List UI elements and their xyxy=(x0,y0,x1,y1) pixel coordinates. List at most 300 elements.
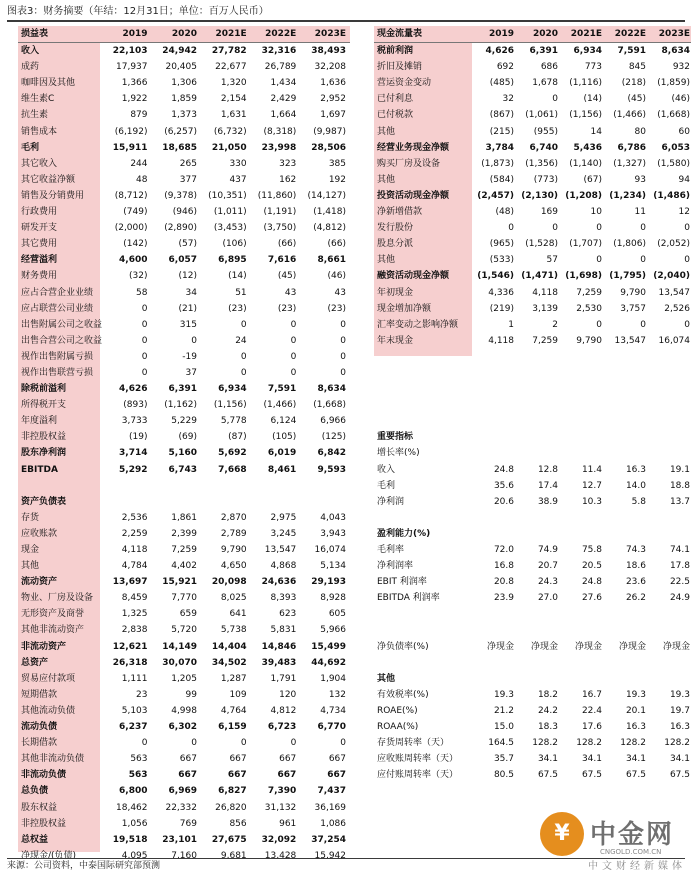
row-value xyxy=(648,397,691,413)
row-value: 3,943 xyxy=(320,528,346,539)
row-value xyxy=(648,622,691,638)
row-value: 20.8 xyxy=(493,577,514,588)
row-label: 出售合营公司之收益 xyxy=(21,335,103,346)
row-value: 1,373 xyxy=(171,110,197,121)
watermark-logo xyxy=(540,812,690,870)
row-label: 其他流动负债 xyxy=(21,705,76,716)
row-value: 437 xyxy=(229,174,247,185)
row-label: 资产负债表 xyxy=(21,496,67,507)
row-value: 3,733 xyxy=(121,416,148,427)
row-value xyxy=(201,478,251,494)
row-label: 流动资产 xyxy=(21,577,58,588)
row-value: 28,506 xyxy=(311,142,346,153)
row-label xyxy=(374,606,472,622)
cashflow-ratios-rows xyxy=(374,43,691,784)
row-value: 26,820 xyxy=(215,802,247,813)
row-value: (46) xyxy=(327,271,346,282)
table-row xyxy=(18,478,350,494)
row-value: 60 xyxy=(678,126,690,137)
table-row xyxy=(374,317,691,333)
row-value: 57 xyxy=(546,255,558,266)
row-value: 75.8 xyxy=(581,545,602,555)
row-value: 24.2 xyxy=(537,705,558,716)
row-value: 1,287 xyxy=(220,673,247,684)
row-value: 37,254 xyxy=(311,834,346,845)
row-value: 563 xyxy=(128,770,148,781)
row-value: 0 xyxy=(240,319,247,330)
table-row xyxy=(374,751,691,767)
table-row xyxy=(374,59,691,75)
row-value: 2,399 xyxy=(171,528,197,539)
table-row xyxy=(18,140,350,156)
row-value xyxy=(648,655,691,671)
row-label: 其他 xyxy=(377,126,396,137)
row-label: 总负债 xyxy=(21,786,49,797)
row-value: 17.8 xyxy=(669,561,690,572)
table-row xyxy=(374,606,691,622)
row-label: 短期借款 xyxy=(21,689,58,700)
row-value: 99 xyxy=(185,689,197,700)
row-label: 收入 xyxy=(377,464,396,475)
row-value xyxy=(560,510,604,526)
row-value: (1,698) xyxy=(565,271,602,282)
row-value xyxy=(516,445,560,461)
row-value: 51 xyxy=(235,287,247,298)
row-value: 5,831 xyxy=(270,625,297,636)
row-value: 7,437 xyxy=(317,786,346,797)
row-label xyxy=(374,655,472,671)
row-value: 净现金 xyxy=(574,641,602,652)
row-value: (4,812) xyxy=(313,223,346,234)
row-label: 非流动资产 xyxy=(21,641,67,652)
row-label: 股东净利润 xyxy=(21,448,67,459)
row-value: 15,921 xyxy=(162,577,197,588)
table-row xyxy=(374,220,691,236)
row-label: 经营业务现金净额 xyxy=(377,142,450,153)
row-label: 毛利 xyxy=(377,480,396,491)
row-value: 13,547 xyxy=(614,335,646,346)
table-row xyxy=(18,558,350,574)
row-value: (2,000) xyxy=(114,223,148,234)
row-value xyxy=(472,526,516,542)
header-year: 2022E xyxy=(604,26,648,43)
row-value xyxy=(472,655,516,671)
row-label: ROAE(%) xyxy=(377,705,418,716)
row-value: 6,740 xyxy=(529,142,558,153)
table-row xyxy=(374,107,691,123)
row-value xyxy=(102,478,151,494)
row-value: 24 xyxy=(235,335,247,346)
row-label: 流动负债 xyxy=(21,722,58,733)
table-row xyxy=(374,204,691,220)
row-value: 19.7 xyxy=(669,705,690,716)
table-row xyxy=(374,381,691,397)
row-value: 22.4 xyxy=(581,705,602,716)
table-row xyxy=(18,671,350,687)
row-label xyxy=(374,397,472,413)
row-value: 23.9 xyxy=(493,593,514,604)
row-value xyxy=(251,478,301,494)
row-value: 20,405 xyxy=(165,62,197,73)
row-value: (219) xyxy=(489,303,514,314)
row-value: 8,461 xyxy=(267,464,297,475)
row-value: 44,692 xyxy=(311,657,346,668)
figure-title: 图表3：财务摘要（年结：12月31日；单位：百万人民币） xyxy=(7,4,685,22)
row-value: (1,580) xyxy=(657,158,690,169)
row-value: 2,536 xyxy=(121,512,148,523)
row-value: 24.8 xyxy=(581,577,602,588)
row-value: (1,668) xyxy=(313,400,346,411)
row-value: 0 xyxy=(290,367,297,378)
header-year: 2019 xyxy=(472,26,516,43)
table-row xyxy=(18,285,350,301)
row-value: (1,466) xyxy=(263,400,297,411)
row-value xyxy=(516,622,560,638)
row-value: 8,634 xyxy=(317,384,346,395)
row-value: 4,784 xyxy=(121,561,148,572)
row-label: 其它收入 xyxy=(21,158,58,169)
row-value: 净现金 xyxy=(486,641,514,652)
row-value: (215) xyxy=(489,126,514,137)
row-value: 132 xyxy=(328,689,346,700)
row-value: 2,975 xyxy=(270,512,297,523)
row-value xyxy=(152,478,201,494)
row-value: 330 xyxy=(229,158,247,169)
row-value: (48) xyxy=(495,207,514,218)
row-value: 1,861 xyxy=(171,512,197,523)
header-label: 损益表 xyxy=(18,26,102,43)
row-value: 659 xyxy=(179,609,197,620)
row-label: 视作出售附属亏损 xyxy=(21,351,94,362)
row-value: 7,259 xyxy=(171,545,197,555)
row-label: 行政费用 xyxy=(21,207,58,218)
row-label: 咖啡因及其他 xyxy=(21,78,76,89)
row-value: 19.3 xyxy=(493,689,514,700)
row-value: 8,393 xyxy=(270,593,297,604)
table-row xyxy=(18,156,350,172)
row-value: 13.7 xyxy=(669,496,690,507)
row-label: 无形资产及商誉 xyxy=(21,609,85,620)
row-value: 4,402 xyxy=(171,561,197,572)
row-value: (125) xyxy=(321,432,346,443)
row-value: 34,502 xyxy=(211,657,247,668)
row-value: 32 xyxy=(502,94,514,105)
row-value: (45) xyxy=(627,94,646,105)
table-row xyxy=(374,429,691,445)
table-row xyxy=(18,655,350,671)
row-value: 1,922 xyxy=(121,94,148,105)
row-value: 1,664 xyxy=(270,110,297,121)
row-value: 13,547 xyxy=(658,287,690,298)
row-value: 74.1 xyxy=(669,545,690,555)
table-row xyxy=(374,478,691,494)
row-label: 年度溢利 xyxy=(21,416,58,427)
row-value: 2,789 xyxy=(220,528,247,539)
table-row xyxy=(18,494,350,510)
row-value: (6,732) xyxy=(213,126,247,137)
row-value xyxy=(472,397,516,413)
row-label: EBITDA xyxy=(21,464,58,475)
logo-tagline: 中文财经新媒体 xyxy=(588,861,686,872)
row-value: 1,631 xyxy=(220,110,247,121)
row-value: 34.1 xyxy=(625,754,646,765)
table-row xyxy=(18,75,350,91)
row-label xyxy=(18,478,102,494)
row-value: 323 xyxy=(279,158,297,169)
row-value: 0 xyxy=(684,255,690,266)
row-value: 14,846 xyxy=(261,641,297,652)
row-label: 现金 xyxy=(21,545,40,555)
row-label: 其他非流动负债 xyxy=(21,754,85,765)
row-value: (66) xyxy=(327,239,346,250)
row-value: 667 xyxy=(279,754,297,765)
row-label: 投资活动现金净额 xyxy=(377,190,450,201)
table-row xyxy=(374,124,691,140)
row-value: 48 xyxy=(136,174,148,185)
row-value: 1,636 xyxy=(320,78,346,89)
row-label xyxy=(374,349,472,365)
row-value: 2,154 xyxy=(220,94,247,105)
row-value xyxy=(648,365,691,381)
row-value: 20.5 xyxy=(581,561,602,572)
row-value: 34 xyxy=(185,287,197,298)
row-value: (2,130) xyxy=(521,190,558,201)
row-label: 年初现金 xyxy=(377,287,414,298)
table-row xyxy=(18,429,350,445)
row-label xyxy=(374,381,472,397)
row-value: (6,192) xyxy=(114,126,148,137)
row-value: (1,471) xyxy=(521,271,558,282)
row-value: (2,040) xyxy=(653,271,690,282)
row-label: 视作出售联营亏损 xyxy=(21,367,94,378)
row-value xyxy=(472,413,516,429)
table-row xyxy=(18,445,350,461)
row-value: 27.6 xyxy=(581,593,602,604)
row-value: (14) xyxy=(583,94,602,105)
row-value: 16.8 xyxy=(493,561,514,572)
row-value xyxy=(251,494,301,510)
table-row xyxy=(374,156,691,172)
row-label: 增长率(%) xyxy=(377,448,420,459)
row-value: (12) xyxy=(178,271,197,282)
row-value: 21,050 xyxy=(211,142,247,153)
row-value: 0 xyxy=(141,367,148,378)
row-value: (8,712) xyxy=(114,190,148,201)
row-value: 6,966 xyxy=(320,416,346,427)
row-value: 164.5 xyxy=(488,738,514,749)
row-value: (867) xyxy=(489,110,514,121)
row-value: (11,860) xyxy=(257,190,297,201)
row-value xyxy=(604,413,648,429)
row-value: 38.9 xyxy=(537,496,558,507)
row-value: (1,859) xyxy=(657,78,690,89)
row-value xyxy=(604,365,648,381)
row-value xyxy=(516,526,560,542)
row-value: 6,969 xyxy=(168,786,197,797)
row-value: 4,043 xyxy=(320,512,346,523)
row-value: 43 xyxy=(334,287,346,298)
row-value xyxy=(516,655,560,671)
row-value: 377 xyxy=(179,174,197,185)
row-value: (23) xyxy=(277,303,297,314)
row-value: 0 xyxy=(141,303,148,314)
row-value: (10,351) xyxy=(208,190,247,201)
row-value: 7,259 xyxy=(576,287,602,298)
table-row xyxy=(18,767,350,783)
row-value xyxy=(648,429,691,445)
coin-logo-icon: ¥ xyxy=(540,812,584,856)
source-note: 来源：公司资料，中泰国际研究部预测 xyxy=(7,858,685,873)
row-label xyxy=(374,622,472,638)
row-value xyxy=(201,494,251,510)
row-value xyxy=(152,494,201,510)
header-year: 2023E xyxy=(648,26,691,43)
row-value: 19.1 xyxy=(669,464,690,475)
row-value xyxy=(472,622,516,638)
row-value: 5,720 xyxy=(171,625,197,636)
row-value: 35.7 xyxy=(493,754,514,765)
row-value: 6,057 xyxy=(168,255,197,266)
row-value xyxy=(648,349,691,365)
row-value xyxy=(516,365,560,381)
row-value: 23 xyxy=(136,689,148,700)
row-value: (66) xyxy=(277,239,297,250)
row-value: 16,074 xyxy=(658,335,690,346)
row-value: (2,457) xyxy=(477,190,514,201)
row-label: 非控股权益 xyxy=(21,432,67,443)
table-row xyxy=(18,381,350,397)
row-value: 24.3 xyxy=(537,577,558,588)
row-label: 其它费用 xyxy=(21,239,58,250)
table-row xyxy=(374,397,691,413)
row-value: (45) xyxy=(277,271,297,282)
row-label: 净负债率(%) xyxy=(377,641,429,652)
table-row xyxy=(374,622,691,638)
table-row xyxy=(374,75,691,91)
row-value: 17,937 xyxy=(116,62,148,73)
row-value: 0 xyxy=(290,319,297,330)
row-value: 12,621 xyxy=(112,641,148,652)
row-value: 7,591 xyxy=(267,384,297,395)
row-value: (67) xyxy=(583,174,602,185)
table-row xyxy=(374,494,691,510)
row-value: 18.6 xyxy=(625,561,646,572)
row-label: 其他非流动资产 xyxy=(21,625,85,636)
row-value: 4,734 xyxy=(320,705,346,716)
row-label: 其他 xyxy=(377,255,396,266)
row-value: 6,827 xyxy=(218,786,247,797)
row-value: 0 xyxy=(141,738,148,749)
row-value: (584) xyxy=(489,174,514,185)
row-value: 14.0 xyxy=(625,480,646,491)
table-row xyxy=(18,751,350,767)
row-value: 0 xyxy=(596,223,602,234)
row-value: 6,934 xyxy=(218,384,247,395)
row-value: 19.3 xyxy=(625,689,646,700)
row-value: (3,453) xyxy=(213,223,247,234)
row-label: 收入 xyxy=(21,46,40,57)
row-value: (23) xyxy=(327,303,346,314)
row-value: 4,336 xyxy=(488,287,514,298)
row-value: 0 xyxy=(240,738,247,749)
row-value xyxy=(300,494,350,510)
row-value: (1,356) xyxy=(525,158,558,169)
table-row xyxy=(18,816,350,832)
row-value: (965) xyxy=(489,239,514,250)
row-value: 18.2 xyxy=(537,689,558,700)
row-value: 24,942 xyxy=(162,46,197,57)
row-label: 营运资金变动 xyxy=(377,78,432,89)
row-value: 4,650 xyxy=(220,561,247,572)
row-value: 5,436 xyxy=(573,142,602,153)
row-label: 股息分派 xyxy=(377,239,414,250)
row-value: 12 xyxy=(678,207,690,218)
row-value: 2,530 xyxy=(576,303,602,314)
row-value: 265 xyxy=(179,158,197,169)
row-value: (2,890) xyxy=(164,223,197,234)
row-value: 22,103 xyxy=(112,46,148,57)
row-value: 1,904 xyxy=(320,673,346,684)
row-value: 0 xyxy=(552,94,558,105)
table-row xyxy=(18,91,350,107)
row-value: 0 xyxy=(684,319,690,330)
row-value: 1,320 xyxy=(220,78,247,89)
table-row xyxy=(374,719,691,735)
row-value: 13,547 xyxy=(264,545,297,555)
row-value: 8,928 xyxy=(320,593,346,604)
row-value: 641 xyxy=(229,609,247,620)
row-label: 抗生素 xyxy=(21,110,49,121)
table-row xyxy=(18,735,350,751)
row-value: 32,208 xyxy=(314,62,346,73)
row-value: 244 xyxy=(130,158,148,169)
table-row xyxy=(374,462,691,478)
row-value: 7,591 xyxy=(617,46,646,57)
table-row xyxy=(374,558,691,574)
table-row xyxy=(18,397,350,413)
row-label: 应付账周转率（天） xyxy=(377,770,459,781)
row-value: 32,092 xyxy=(261,834,297,845)
row-value: 23.6 xyxy=(625,577,646,588)
table-row xyxy=(18,639,350,655)
row-label: 所得税开支 xyxy=(21,400,67,411)
row-value: 18,462 xyxy=(116,802,148,813)
row-value: 5.8 xyxy=(631,496,646,507)
row-value: 2,838 xyxy=(121,625,148,636)
row-value: 5,738 xyxy=(220,625,247,636)
row-value: (1,795) xyxy=(609,271,646,282)
row-value: (1,873) xyxy=(481,158,514,169)
row-value: (142) xyxy=(123,239,148,250)
row-value: 1,434 xyxy=(270,78,297,89)
row-value: 9,681 xyxy=(220,850,247,861)
row-value: 1,859 xyxy=(171,94,197,105)
table-row xyxy=(18,172,350,188)
row-value: 7,259 xyxy=(532,335,558,346)
row-value: 0 xyxy=(240,367,247,378)
table-row xyxy=(374,301,691,317)
row-value xyxy=(604,606,648,622)
row-value: 93 xyxy=(634,174,646,185)
table-row xyxy=(374,655,691,671)
row-label: 融资活动现金净额 xyxy=(377,271,450,282)
table-row xyxy=(18,220,350,236)
header-year: 2020 xyxy=(516,26,560,43)
row-value xyxy=(516,510,560,526)
row-value: (1,162) xyxy=(164,400,197,411)
row-value xyxy=(648,445,691,461)
row-value xyxy=(472,349,516,365)
